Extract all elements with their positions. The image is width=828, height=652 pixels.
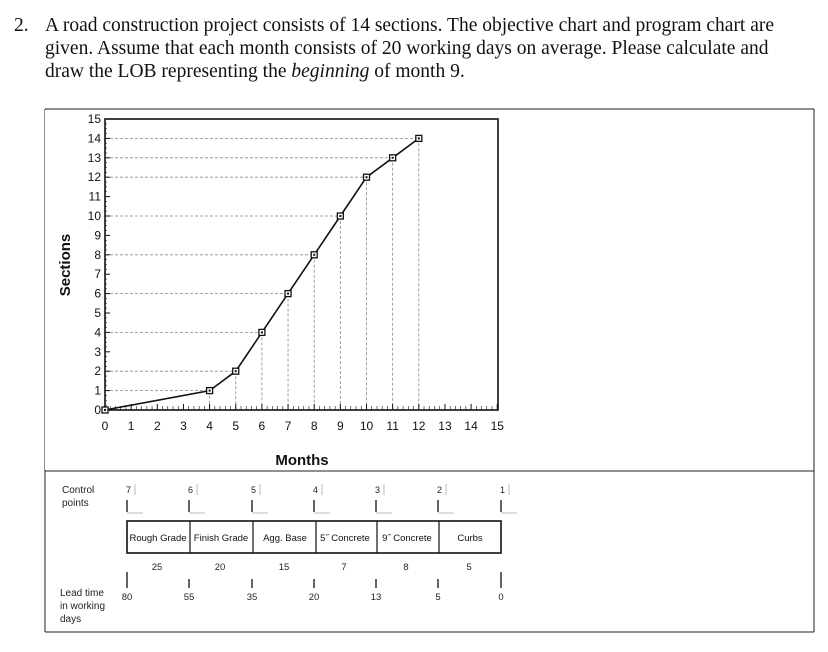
y-tick-label: 6: [94, 286, 101, 301]
activity-label: Agg. Base: [263, 533, 307, 544]
y-tick-label: 3: [94, 344, 101, 359]
x-tick-label: 1: [127, 419, 135, 433]
data-point-dot: [366, 176, 368, 178]
y-tick-label: 15: [87, 112, 101, 126]
problem-line-3-start: draw the LOB representing the: [45, 61, 292, 82]
y-tick-label: 13: [87, 150, 101, 165]
y-tick-label: 11: [88, 189, 101, 204]
duration-label: 25: [151, 562, 163, 573]
activity-label: Rough Grade: [129, 533, 187, 544]
data-point-dot: [313, 254, 315, 256]
x-tick-label: 9: [337, 419, 344, 433]
control-points-label-2: points: [62, 498, 89, 509]
control-point-number: 7: [126, 485, 132, 495]
duration-label: 5: [466, 562, 472, 573]
problem-line-3-italic: beginning: [291, 61, 370, 82]
lead-time-value: 80: [121, 592, 133, 603]
x-tick-label: 2: [153, 419, 161, 433]
duration-label: 8: [403, 562, 409, 573]
data-point-dot: [392, 157, 394, 159]
control-point-number: 1: [500, 485, 506, 495]
lead-time-value: 0: [498, 592, 504, 603]
y-tick-label: 5: [94, 306, 101, 320]
activity-label: 5˝ Concrete: [320, 533, 370, 544]
data-point-dot: [104, 409, 106, 411]
control-point-number: 2: [437, 485, 443, 495]
x-tick-label: 0: [101, 419, 109, 433]
control-points-label-1: Control: [62, 485, 95, 496]
y-tick-label: 0: [94, 403, 101, 417]
lead-time-label-2: in working: [60, 601, 106, 612]
x-tick-label: 11: [386, 419, 399, 433]
data-point-dot: [418, 137, 420, 139]
x-tick-label: 13: [438, 419, 452, 433]
x-tick-label: 4: [206, 419, 213, 433]
activity-label: Curbs: [457, 533, 483, 544]
x-tick-label: 10: [359, 419, 374, 433]
duration-label: 7: [341, 562, 347, 573]
lead-times-row: [122, 572, 504, 603]
x-tick-label: 3: [180, 419, 187, 433]
x-tick-label: 8: [310, 419, 318, 433]
y-tick-label: 10: [87, 209, 101, 223]
x-axis-label: Months: [275, 452, 329, 469]
chart-region-bg: [45, 110, 613, 470]
x-tick-label: 7: [284, 419, 292, 433]
program-chart: [60, 484, 517, 625]
x-tick-label: 15: [490, 419, 504, 433]
activity-label: Finish Grade: [193, 533, 249, 544]
data-point-dot: [261, 331, 263, 333]
x-tick-label: 6: [258, 419, 266, 433]
data-point-dot: [339, 215, 341, 217]
data-point-dot: [209, 390, 211, 392]
problem-line-1: A road construction project consists of 14 sections. The objective chart and program chart are: [45, 15, 775, 36]
data-point-dot: [235, 370, 237, 372]
duration-label: 20: [214, 562, 226, 573]
control-point-number: 6: [188, 485, 194, 495]
problem-number: 2.: [14, 15, 29, 36]
problem-line-2: given. Assume that each month consists of 20 working days on average. Please calculate and: [45, 38, 769, 59]
y-tick-label: 12: [87, 170, 101, 185]
lead-time-value: 5: [435, 592, 441, 603]
lead-time-value: 20: [308, 592, 320, 603]
control-point-number: 4: [313, 485, 319, 495]
lead-time-label-1: Lead time: [60, 588, 104, 599]
x-tick-label: 14: [464, 419, 478, 433]
duration-label: 15: [278, 562, 290, 573]
y-tick-label: 2: [94, 364, 101, 379]
control-point-number: 5: [251, 485, 257, 495]
lead-time-value: 55: [183, 592, 195, 603]
y-tick-label: 7: [94, 267, 101, 282]
y-axis-label: Sections: [57, 233, 74, 297]
y-tick-label: 14: [87, 131, 101, 146]
lead-time-label-3: days: [60, 614, 82, 625]
x-tick-label: 5: [232, 419, 240, 433]
control-point-number: 3: [375, 485, 381, 495]
problem-line-3-end: of month 9.: [369, 61, 465, 82]
y-tick-label: 8: [94, 247, 101, 262]
lead-time-value: 35: [246, 592, 258, 603]
duration-labels: [152, 562, 472, 573]
y-tick-label: 9: [94, 228, 101, 243]
data-point-dot: [287, 293, 289, 295]
activity-label: 9˝ Concrete: [382, 533, 432, 544]
x-tick-label: 12: [412, 419, 426, 433]
y-tick-label: 1: [94, 383, 101, 398]
y-tick-label: 4: [94, 325, 101, 340]
control-points-row: [126, 484, 517, 513]
lead-time-value: 13: [370, 592, 382, 603]
